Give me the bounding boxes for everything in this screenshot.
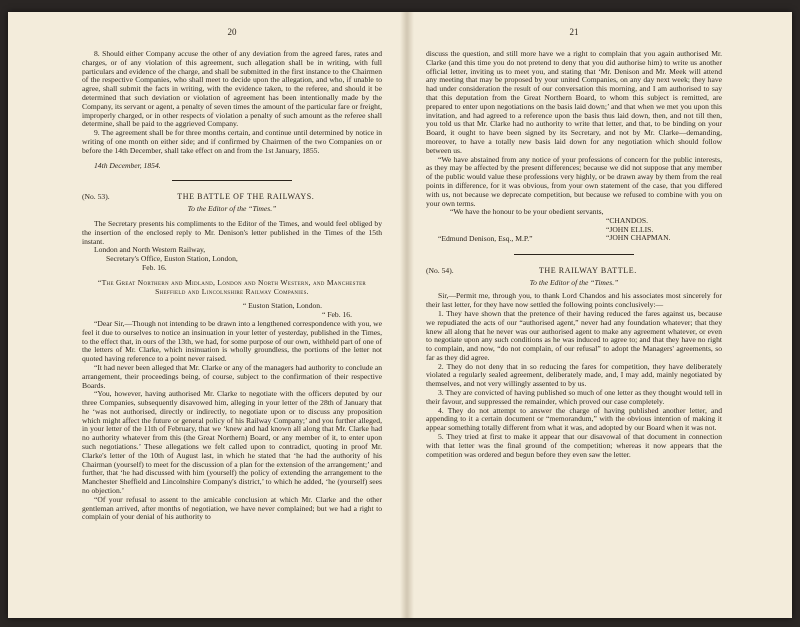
intro-line: London and North Western Railway, bbox=[94, 245, 206, 255]
article-title: THE RAILWAY BATTLE. bbox=[538, 265, 637, 275]
letter-body: “You, however, having authorised Mr. Clarke to negotiate with the officers deputed by our three Companies, subsequently disavowed him, alleging in your letter of the 28th of January that he ‘was not authorised, directly or indirectly, to negotiate upon or to discuss any proposition which might affect the future or general policy of his Railway Company;’ and you further alleged, in your letter of the 11th of February, that we ‘knew and had known all along that Mr. Clarke had no authority whatever from this (the Great Northern) Board, or any member of it, to enter upon such negotiations.’ These allegations we felt called upon to contradict, quoting in proof Mr. Clarke's letter of the 10th of August last, in which he stated that ‘he had the authority of his Chairman (yourself) to meet for the discussion of a plan for the extension of the arrangement;’ and further, that ‘he had discussed with him (yourself) the policy of extending the arrangement to the Manchester Sheffield and Lincolnshire Company's district,’ to which he added, ‘he (yourself) sees no objection.’ bbox=[82, 389, 382, 496]
page-number-left: 20 bbox=[227, 27, 237, 37]
page-gutter bbox=[400, 12, 414, 618]
section-divider bbox=[514, 254, 634, 255]
companies-heading: “The Great Northern and Midland, London and North Western, and Manchester Sheffield and Lincolnshire Railway Companies. bbox=[97, 277, 367, 296]
from-date: “ Feb. 16. bbox=[322, 310, 352, 320]
letter-body: “Dear Sir,—Though not intending to be drawn into a lengthened correspondence with you, we feel it due to ourselves to notice an insinuation in your letter of yesterday, published in the Times, to the effect that, in ours of the 13th, we had, for some purpose of our own, withheld part of one of the letters of Mr. Clarke, which insinuation is wholly groundless, the portions of the letter not quoted having reference to a point never raised. bbox=[82, 318, 382, 364]
intro-paragraph: The Secretary presents his compliments to the Editor of the Times, and would feel obliged by the insertion of the enclosed reply to Mr. Denison's letter published in the Times of the 15th instant. bbox=[82, 218, 382, 246]
paragraph-8: 8. Should either Company accuse the other of any deviation from the agreed fares, rates and charges, or of any violation of this agreement, such allegation shall be in writing, with full particulars and evidence of the charge, and shall be submitted in the first instance to the Chairmen of the respective Companies, who shall meet to decide upon the allegation, and who, if unable to agree, shall submit the facts in writing, with the evidence taken, to the referee, and should it be determined that such deviation or violation of agreement has been intentionally made by the Company, its servant or agent, a penalty of seven times the amount of the particular fare or freight, improperly charged, or in other respects of violation a penalty of such amount as the referee shall determine, shall be paid to the aggrieved Company. bbox=[82, 49, 382, 129]
closing-line: “We have the honour to be your obedient servants, bbox=[450, 207, 604, 217]
point-3: 3. They are convicted of having published so much of one letter as they thought would tell in their favour, and suppressed the remainder, which proved our case completely. bbox=[426, 388, 722, 406]
section-heading-53 bbox=[82, 193, 382, 202]
point-2: 2. They do not deny that in so reducing the fares for competition, they have deliberately violated a regularly sealed agreement, deliberately made, and, I may add, mainly negotiated by themselves, and not very willingly assented to by us. bbox=[426, 361, 722, 389]
point-4: 4. They do not attempt to answer the charge of having published another letter, and appending to it a certain document or “memorandum,” with the obvious intention of making it appear something totally different from what it was, and adopted by our Board when it was not. bbox=[426, 405, 722, 433]
left-page bbox=[82, 27, 382, 522]
addressee: To the Editor of the “Times.” bbox=[187, 204, 277, 214]
paragraph-9: 9. The agreement shall be for three months certain, and continue until determined by notice in writing of one month on either side; and if confirmed by Chairmen of the two Companies on or before the 14th December, shall take effect on and from the 1st January, 1855. bbox=[82, 128, 382, 155]
intro-line: Secretary's Office, Euston Station, London, bbox=[106, 254, 238, 264]
letter-opening: Sir,—Permit me, through you, to thank Lord Chandos and his associates most sincerely for their last letter, for they have now settled the following points conclusively:— bbox=[426, 291, 722, 310]
doc-number: (No. 54). bbox=[426, 265, 454, 275]
page-number-right: 21 bbox=[569, 27, 579, 37]
signatory: “CHANDOS. bbox=[606, 216, 648, 226]
point-1: 1. They have shown that the pretence of their having reduced the fares against us, because we repudiated the acts of our “authorised agent,” never had any foundation whatever; that they knew all along that he never was our authorised agent to make any agreement whatever, or even to negotiate upon any such conditions as he was induced to agree to; and that they have no right to complain, and now, “do not complain, of our refusal” to adopt the Managers' agreements, so far as they did agree. bbox=[426, 308, 722, 362]
book-spread bbox=[8, 12, 792, 618]
signatory: “JOHN CHAPMAN. bbox=[606, 233, 671, 243]
continued-paragraph: discuss the question, and still more have we a right to complain that you again authorised Mr. Clarke (and this time you do not pretend to deny that you did authorise him) to write us another official letter, inviting us to meet you, and stating that ‘Mr. Denison and Mr. Meek will attend any meeting that may be proposed by your united Companies, on any day next week; they have had under consideration the result of our conversation this morning, and I am authorised to say that this deputation from the Great Northern Board, to whom this subject is remitted, are prepared to enter upon negotiations on the basis laid down;’ and that when we met you upon this invitation, and had agreed to a reference upon the basis thus laid down, then, and not till then, you told us that Mr. Clarke had no authority to write that letter, and that, to be binding on your Board, it ought to have been signed by its Secretary, and not by Mr. Clarke—demanding, moreover, to have a totally new basis laid down for any negotiation which should follow between us. bbox=[426, 49, 722, 155]
addressee: To the Editor of the “Times.” bbox=[529, 277, 619, 287]
date-line: 14th December, 1854. bbox=[94, 160, 161, 170]
right-page bbox=[426, 27, 722, 459]
intro-line: Feb. 16. bbox=[142, 262, 167, 272]
section-heading-54 bbox=[426, 267, 722, 276]
recipient: “Edmund Denison, Esq., M.P.” bbox=[438, 233, 533, 243]
letter-body: “We have abstained from any notice of your professions of concern for the public interests, as they may be affected by the present differences; because we did not suppose that any member of the public would value these professions very highly, or be drawn away by them from the real points in difference, for it was obvious, from your own statement of the case, that you differed with us, not because we deprecate competition, but because we refused to combine with you on your own terms. bbox=[426, 154, 722, 208]
section-divider bbox=[172, 180, 292, 181]
article-title: THE BATTLE OF THE RAILWAYS. bbox=[177, 192, 315, 202]
doc-number: (No. 53). bbox=[82, 192, 110, 202]
letter-body: “Of your refusal to assent to the amicable conclusion at which Mr. Clarke and the other gentleman arrived, after months of negotiation, we have never complained; but we had a right to complain of your denial of his authority to bbox=[82, 494, 382, 522]
point-5: 5. They tried at first to make it appear that our disavowal of that document in connection with that letter was the final ground of the competition; whereas it now appears that the competition was ordered and begun before they even saw the letter. bbox=[426, 432, 722, 459]
letter-body: “It had never been alleged that Mr. Clarke or any of the managers had authority to conclude an arrangement, their proceedings being, of course, subject to the confirmation of their respective Boards. bbox=[82, 362, 382, 390]
from-place: “ Euston Station, London. bbox=[242, 301, 322, 311]
signatory: “JOHN ELLIS. bbox=[606, 224, 654, 234]
